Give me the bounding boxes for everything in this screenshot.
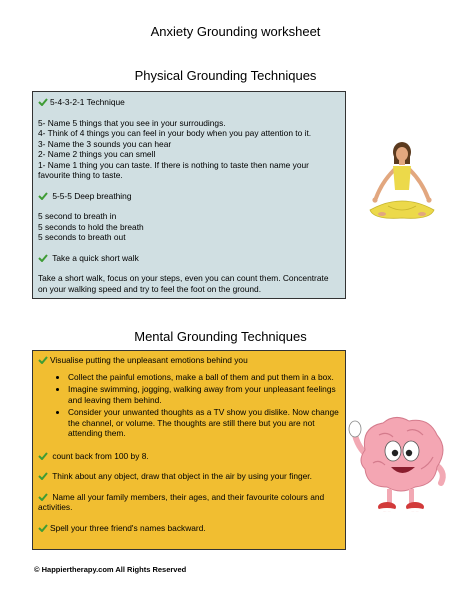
check-icon [38,356,48,364]
technique-54321-line: 1- Name 1 thing you can taste. If there is nothing to taste then name your favourite thing to taste. [38,159,309,180]
check-icon [38,254,48,262]
mental-section-title: Mental Grounding Techniques [134,329,307,344]
short-walk-text: Take a short walk, focus on your steps, even you can count them. Concentrate on your walking speed and try to feel the foot on the ground. [38,273,329,294]
copyright-footer: © Happiertherapy.com All Rights Reserved [34,565,187,574]
physical-techniques-box [32,91,346,299]
check-icon [38,493,48,501]
deep-breathing-heading: 5-5-5 Deep breathing [38,191,340,202]
count-back-item: count back from 100 by 8. [38,451,340,462]
deep-breathing-line: 5 second to breath in [38,211,117,221]
draw-object-item: Think about any object, draw that object in the air by using your finger. [38,471,340,482]
check-icon [38,524,48,532]
list-item: • Consider your unwanted thoughts as a TV show you dislike. Now change the channel, or volume. The thoughts are still there but you are not attending them. [68,407,340,439]
deep-breathing-line: 5 seconds to hold the breath [38,221,144,232]
mental-techniques-box [32,350,346,550]
yoga-woman-illustration [360,140,445,230]
physical-section-title: Physical Grounding Techniques [134,68,317,83]
family-members-item: Name all your family members, their ages, and their favourite colours and activities. [38,491,325,512]
visualise-heading: Visualise putting the unpleasant emotions behind you [38,355,340,366]
spell-names-item: Spell your three friend's names backward. [38,523,340,534]
page-title: Anxiety Grounding worksheet [150,24,321,39]
check-icon [38,192,48,200]
brain-character-illustration [345,405,460,525]
short-walk-heading: Take a quick short walk [38,253,340,264]
check-icon [38,98,48,106]
deep-breathing-line: 5 seconds to breath out [38,232,126,242]
visualise-bullet-list [38,372,340,439]
technique-54321-line: 4- Think of 4 things you can feel in your body when you pay attention to it. [38,128,312,138]
technique-54321-line: 2- Name 2 things you can smell [38,149,156,159]
check-icon [38,472,48,480]
technique-54321-line: 5- Name 5 things that you see in your surroudings. [38,117,226,128]
list-item: • Collect the painful emotions, make a ball of them and put them in a box. [68,372,340,383]
technique-54321-line: 3- Name the 3 sounds you can hear [38,138,172,149]
check-icon [38,452,48,460]
list-item: • Imagine swimming, jogging, walking away from your unpleasant feelings and leaving them behind. [68,384,340,405]
technique-54321-heading: 5-4-3-2-1 Technique [38,97,340,108]
